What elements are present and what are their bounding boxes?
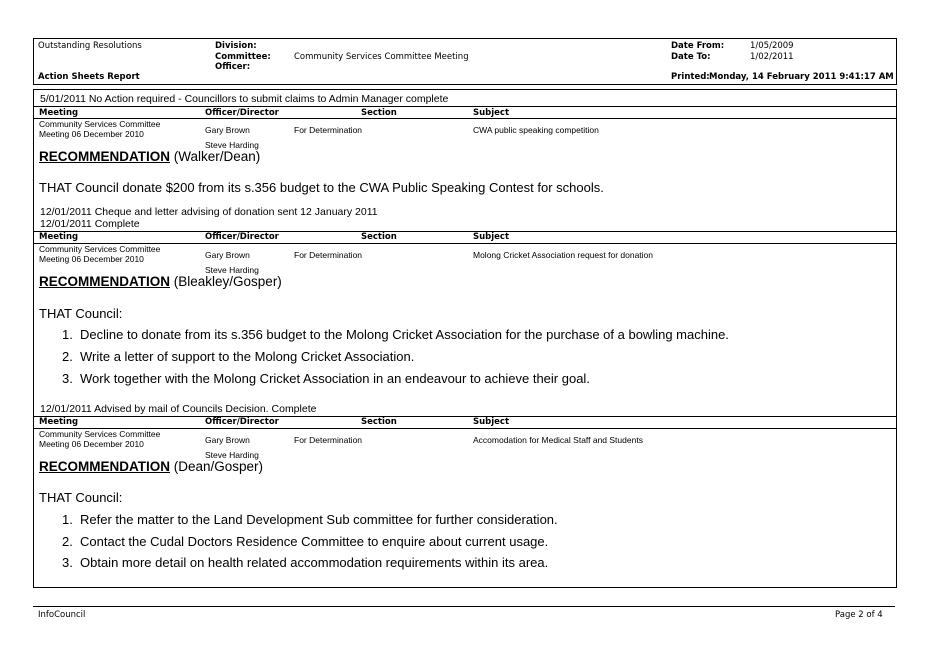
meeting-line1: Community Services Committee [39,119,161,129]
date-to-value: 1/02/2011 [750,52,794,62]
point-number: 1. [62,512,73,527]
item-1-note-2: 12/01/2011 Complete [40,218,140,230]
resolution-point: Contact the Cudal Doctors Residence Committee to enquire about current usage. [80,534,549,549]
section-value: For Determination [294,250,363,260]
officer-2: Steve Harding [205,265,259,275]
recommendation-3: RECOMMENDATION (Dean/Gosper) [39,459,264,474]
officer-2: Steve Harding [205,140,259,150]
resolution-point: Refer the matter to the Land Development Sub committee for further consideration. [80,512,558,527]
officer-label: Officer: [215,62,251,72]
col-meeting: Meeting [39,417,79,427]
officer-2: Steve Harding [205,450,259,460]
divider [34,231,896,232]
resolution-text-1: THAT Council donate $200 from its s.356 budget to the CWA Public Speaking Contest for schools. [39,180,604,195]
division-label: Division: [215,41,257,51]
divider [34,428,896,429]
col-officer: Officer/Director [205,417,279,427]
date-to-label: Date To: [671,52,711,62]
printed-label: Printed: [671,72,710,82]
committee-value: Community Services Committee Meeting [294,52,469,62]
meeting-line2: Meeting 06 December 2010 [39,439,144,449]
divider [34,243,896,244]
point-number: 2. [62,534,73,549]
printed-value: Monday, 14 February 2011 9:41:17 AM [709,72,894,82]
committee-label: Committee: [215,52,271,62]
date-from-value: 1/05/2009 [750,41,794,51]
col-section: Section [361,417,397,427]
item-2-note-1: 12/01/2011 Advised by mail of Councils Decision. Complete [40,403,317,415]
page-number: Page 2 of 4 [835,610,883,620]
point-number: 1. [62,327,73,342]
col-officer: Officer/Director [205,108,279,118]
col-section: Section [361,108,397,118]
resolution-point: Write a letter of support to the Molong Cricket Association. [80,349,415,364]
footer-rule [33,606,895,607]
resolution-text-2: THAT Council: [39,306,123,321]
col-subject: Subject [473,232,510,242]
resolution-text-3: THAT Council: [39,490,123,505]
col-subject: Subject [473,417,510,427]
col-section: Section [361,232,397,242]
officer-1: Gary Brown [205,435,250,445]
section-value: For Determination [294,125,363,135]
col-subject: Subject [473,108,510,118]
report-header [33,38,897,85]
col-meeting: Meeting [39,108,79,118]
meeting-line2: Meeting 06 December 2010 [39,129,144,139]
subject-value: CWA public speaking competition [473,125,599,135]
recommendation-2: RECOMMENDATION (Bleakley/Gosper) [39,274,282,289]
footer-app-name: InfoCouncil [38,610,86,620]
date-from-label: Date From: [671,41,725,51]
resolution-point: Obtain more detail on health related accommodation requirements within its area. [80,555,549,570]
divider [34,416,896,417]
meeting-line1: Community Services Committee [39,429,161,439]
divider [34,106,896,107]
subject-value: Accomodation for Medical Staff and Students [473,435,643,445]
resolution-point: Work together with the Molong Cricket Association in an endeavour to achieve their goal. [80,371,590,386]
report-name: Outstanding Resolutions [38,41,142,51]
action-sheets-title: Action Sheets Report [38,72,140,82]
item-1-note-1: 12/01/2011 Cheque and letter advising of donation sent 12 January 2011 [40,206,378,218]
col-officer: Officer/Director [205,232,279,242]
divider [34,118,896,119]
recommendation-1: RECOMMENDATION (Walker/Dean) [39,149,261,164]
col-meeting: Meeting [39,232,79,242]
section-value: For Determination [294,435,363,445]
item-1-top-note: 5/01/2011 No Action required - Councillors to submit claims to Admin Manager complete [40,93,449,105]
officer-1: Gary Brown [205,250,250,260]
point-number: 3. [62,555,73,570]
point-number: 3. [62,371,73,386]
point-number: 2. [62,349,73,364]
action-sheet-body [33,89,897,588]
resolution-point: Decline to donate from its s.356 budget to the Molong Cricket Association for the purchase of a bowling machine. [80,327,729,342]
meeting-line1: Community Services Committee [39,244,161,254]
meeting-line2: Meeting 06 December 2010 [39,254,144,264]
officer-1: Gary Brown [205,125,250,135]
subject-value: Molong Cricket Association request for donation [473,250,654,260]
